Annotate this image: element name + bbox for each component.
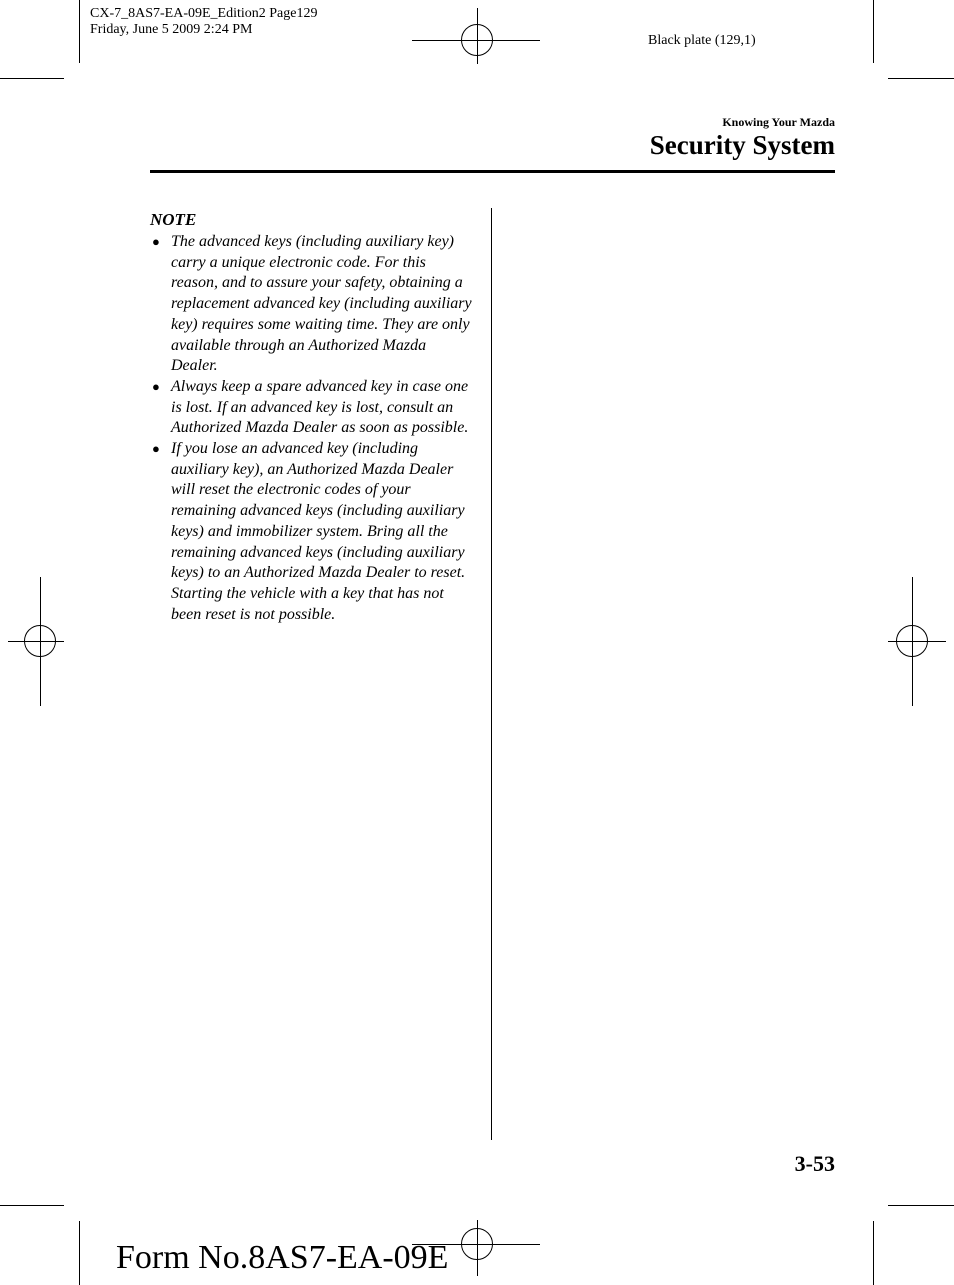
note-paragraph: If you lose an advanced key (including auxiliary key), an Authorized Mazda Dealer will reset the electronic codes of your remaining advanced keys (including auxiliary keys) and immobilizer system. Bring all the remaining advanced keys (including auxiliary keys) to an Authorized Mazda Dealer to reset.	[171, 440, 466, 582]
note-item	[150, 377, 474, 439]
note-list	[150, 232, 474, 625]
page-title: Security System	[649, 130, 835, 160]
note-title: NOTE	[150, 210, 197, 229]
registration-circle	[24, 625, 56, 657]
crop-mark	[0, 1205, 64, 1206]
header-rule	[150, 170, 835, 173]
crop-mark	[888, 1205, 954, 1206]
crop-mark	[0, 78, 64, 79]
section-label: Knowing Your Mazda	[722, 115, 835, 129]
form-number: Form No.8AS7-EA-09E	[116, 1239, 449, 1276]
print-info	[90, 6, 317, 38]
print-info-file: CX-7_8AS7-EA-09E_Edition2 Page129	[90, 6, 318, 21]
print-info-date: Friday, June 5 2009 2:24 PM	[90, 22, 253, 37]
column-divider	[491, 208, 492, 1140]
registration-circle	[461, 1228, 493, 1260]
note-item	[150, 439, 474, 625]
registration-circle	[896, 625, 928, 657]
note-item	[150, 232, 474, 377]
bullet-icon: ●	[152, 378, 160, 394]
crop-mark	[873, 1221, 874, 1285]
black-plate-label: Black plate (129,1)	[648, 33, 756, 48]
note-paragraph: Always keep a spare advanced key in case one is lost. If an advanced key is lost, consult an Authorized Mazda Dealer as soon as possible.	[171, 377, 469, 437]
crop-mark	[888, 78, 954, 79]
crop-mark	[79, 0, 80, 63]
bullet-icon: ●	[152, 234, 160, 249]
page-number: 3-53	[794, 1151, 835, 1176]
registration-circle	[461, 24, 493, 56]
crop-mark	[873, 0, 874, 63]
note-paragraph: The advanced keys (including auxiliary key) carry a unique electronic code. For this reason, and to assure your safety, obtaining a replacement advanced key (including auxiliary key) requires some waiting time. They are only available through an Authorized Mazda Dealer.	[171, 233, 472, 375]
crop-mark	[79, 1221, 80, 1285]
note-paragraph: Starting the vehicle with a key that has not been reset is not possible.	[171, 584, 444, 623]
bullet-icon: ●	[152, 441, 160, 457]
